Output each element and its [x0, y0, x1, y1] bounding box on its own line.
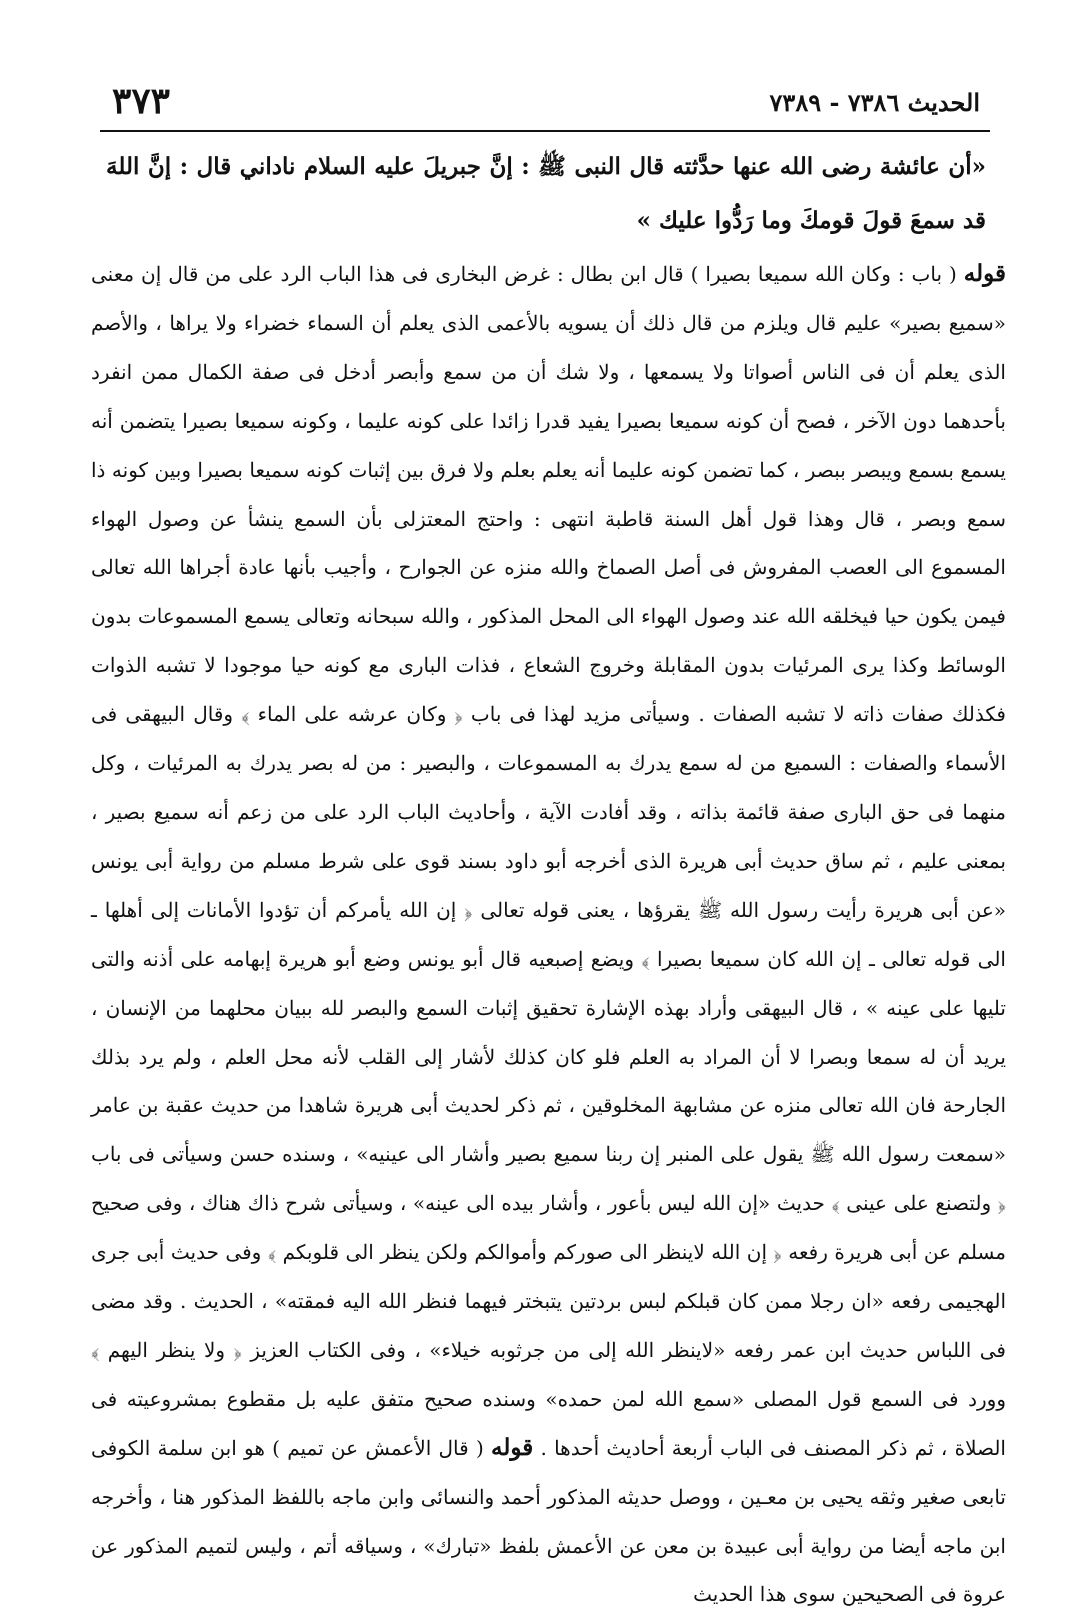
commentary-lead-word: قوله [491, 1433, 534, 1461]
commentary-text: ( قال الأعمش عن تميم ) هو ابن سلمة الكوفى تابعى صغير وثقه يحيى بن معـين ، ووصل حديثه المذكور أحمد والنسائى وابن ماجه باللفظ المذكور هنا ، وأخرجه ابن ماجه أيضا من رواية أبى عبيدة بن معن عن الأعمش بلفظ «تبارك» ، وسياقه أتم ، وليس لتميم المذكور عن عروة فى الصحيحين سوى هذا الحديث [91, 1435, 1006, 1607]
page-number: ٣٧٣ [112, 80, 171, 122]
header-rule [100, 130, 990, 132]
commentary [91, 250, 1006, 1619]
running-header [100, 80, 980, 124]
commentary-lead-word: قوله [963, 260, 1006, 287]
commentary-paragraph [91, 250, 1006, 1619]
hadith-text: «أن عائشة رضى الله عنها حدَّثته قال النبى ﷺ : إنَّ جبريلَ عليه السلام ناداني قال : إنَّ اللهَ قد سمعَ قولَ قومكَ وما رَدُّوا عليك » [106, 153, 986, 234]
commentary-text: ( باب : وكان الله سميعا بصيرا ) قال ابن بطال : غرض البخارى فى هذا الباب الرد على من قال إن معنى «سميع بصير» عليم قال ويلزم من قال ذلك أن يسويه بالأعمى الذى يعلم أن السماء خضراء ولا يراها ، والأصم الذى يعلم أن فى الناس أصواتا ولا يسمعها ، ولا شك أن من سمع وأبصر أدخل فى صفة الكمال ممن انفرد بأحدهما دون الآخر ، فصح أن كونه سميعا بصيرا يفيد قدرا زائدا على كونه عليما ، وكونه سميعا بصيرا يتضمن أنه يسمع بسمع ويبصر ببصر ، كما تضمن كونه عليما أنه يعلم بعلم ولا فرق بين إثبات كونه سميعا بصيرا وبين كونه ذا سمع وبصر ، قال وهذا قول أهل السنة قاطبة انتهى : واحتج المعتزلى بأن السمع ينشأ عن وصول الهواء المسموع الى العصب المفروش فى أصل الصماخ والله منزه عن الجوارح ، وأجيب بأنها عادة أجراها الله تعالى فيمن يكون حيا فيخلقه الله عند وصول الهواء الى المحل المذكور ، والله سبحانه وتعالى يسمع المسموعات بدون الوسائط وكذا يرى المرئيات بدون المقابلة وخروج الشعاع ، فذات البارى مع كونه حيا موجودا لا تشبه الذوات فكذلك صفات ذاته لا تشبه الصفات . وسيأتى مزيد لهذا فى باب ﴿ وكان عرشه على الماء ﴾ وقال البيهقى فى الأسماء والصفات : السميع من له سمع يدرك به المسموعات ، والبصير : من له بصر يدرك به المرئيات ، وكل منهما فى حق البارى صفة قائمة بذاته ، وقد أفادت الآية ، وأحاديث الباب الرد على من زعم أنه سميع بصير ، بمعنى عليم ، ثم ساق حديث أبى هريرة الذى أخرجه أبو داود بسند قوى على شرط مسلم من رواية أبى يونس «عن أبى هريرة رأيت رسول الله ﷺ يقرؤها ، يعنى قوله تعالى ﴿ إن الله يأمركم أن تؤدوا الأمانات إلى أهلها ـ الى قوله تعالى ـ إن الله كان سميعا بصيرا ﴾ ويضع إصبعيه قال أبو يونس وضع أبو هريرة إبهامه على أذنه والتى تليها على عينه » ، قال البيهقى وأراد بهذه الإشارة تحقيق إثبات السمع والبصر لله ببيان محلهما من الإنسان ، يريد أن له سمعا وبصرا لا أن المراد به العلم فلو كان كذلك لأشار إلى القلب لأنه محل العلم ، ولم يرد بذلك الجارحة فان الله تعالى منزه عن مشابهة المخلوقين ، ثم ذكر لحديث أبى هريرة شاهدا من حديث عقبة بن عامر «سمعت رسول الله ﷺ يقول على المنبر إن ربنا سميع بصير وأشار الى عينيه» ، وسنده حسن وسيأتى فى باب ﴿ ولتصنع على عينى ﴾ حديث «إن الله ليس بأعور ، وأشار بيده الى عينه» ، وسيأتى شرح ذاك هناك ، وفى صحيح مسلم عن أبى هريرة رفعه ﴿ إن الله لاينظر الى صوركم وأموالكم ولكن ينظر الى قلوبكم ﴾ وفى حديث أبى جرى الهجيمى رفعه «ان رجلا ممن كان قبلكم لبس بردتين يتبختر فيهما فنظر الله اليه فمقته» ، الحديث . وقد مضى فى اللباس حديث ابن عمر رفعه «لاينظر الله إلى من جرثوبه خيلاء» ، وفى الكتاب العزيز ﴿ ولا ينظر اليهم ﴾ وورد فى السمع قول المصلى «سمع الله لمن حمده» وسنده صحيح متفق عليه بل مقطوع بمشروعيته فى الصلاة ، ثم ذكر المصنف فى الباب أربعة أحاديث أحدها . [91, 262, 1006, 1460]
hadith-range: الحديث ٧٣٨٦ - ٧٣٨٩ [769, 88, 980, 117]
